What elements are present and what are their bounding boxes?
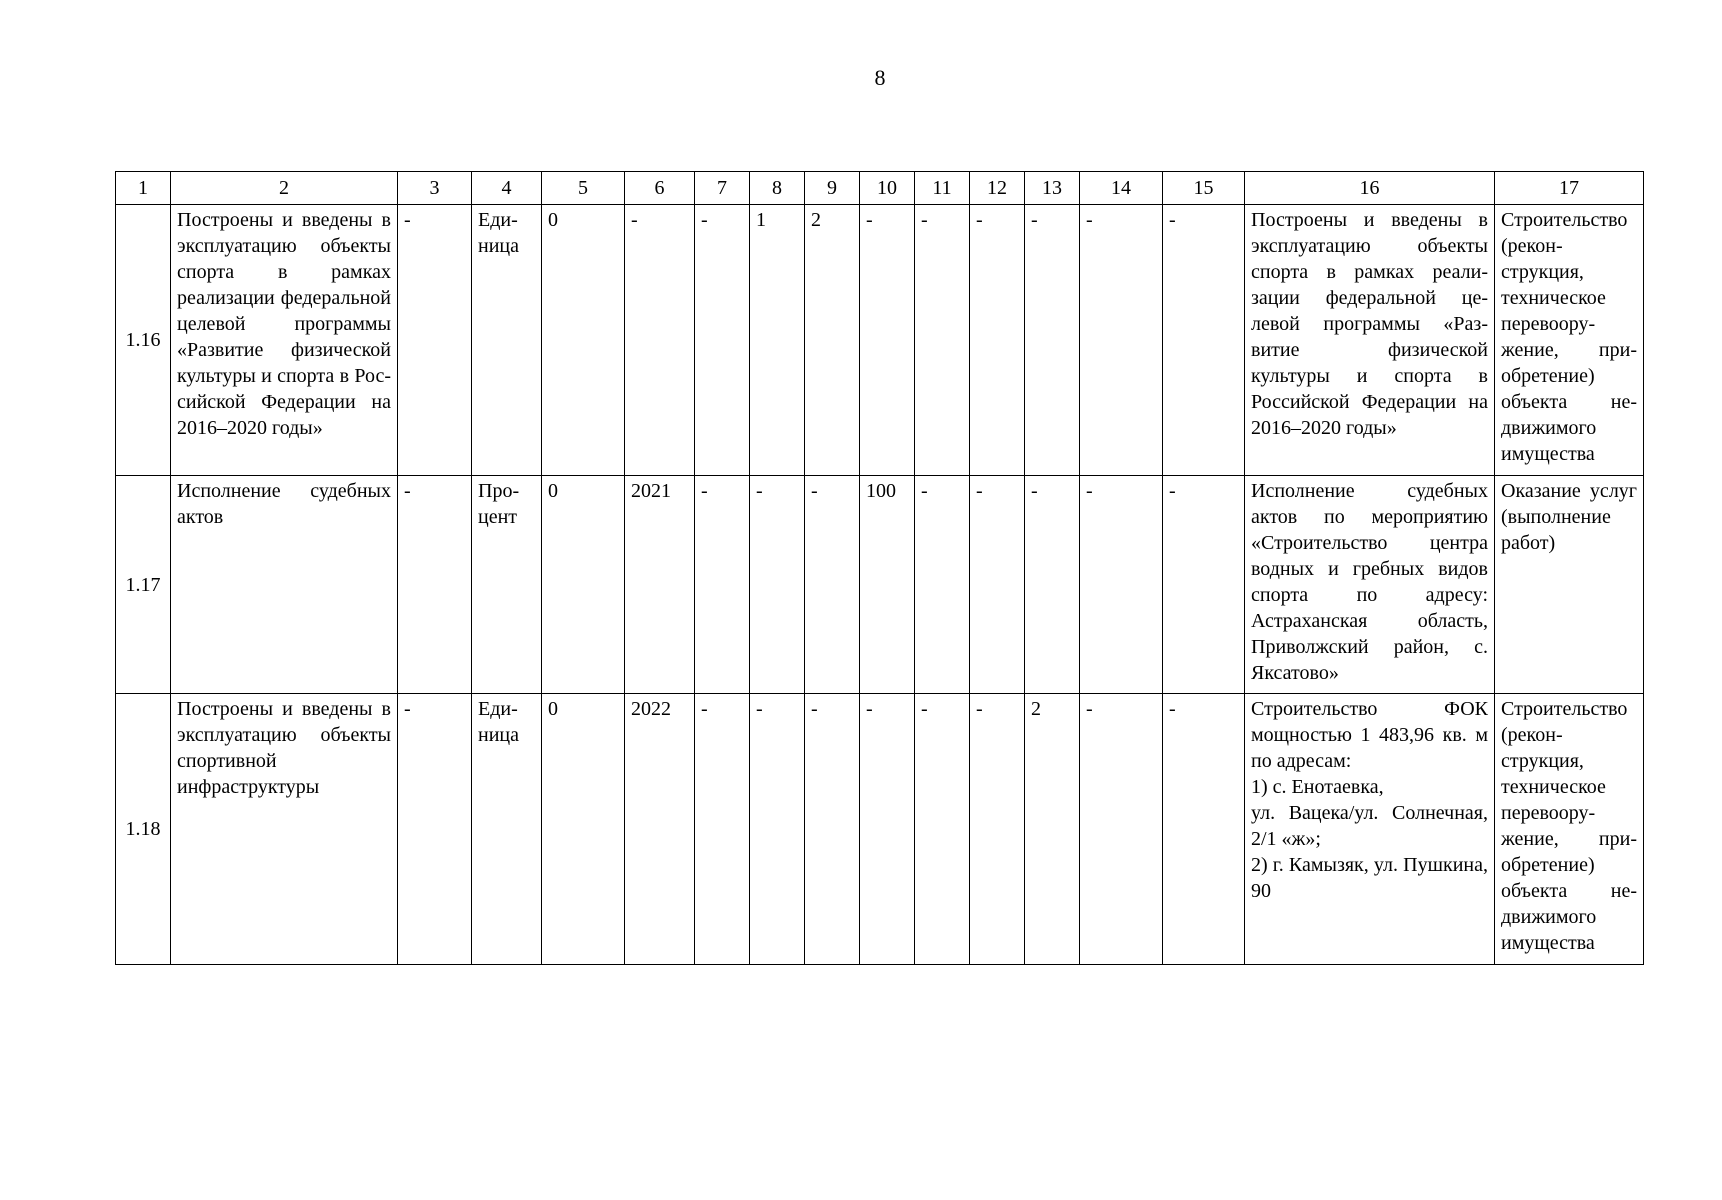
- unit-cell: Процент: [472, 476, 542, 694]
- cell: -: [750, 476, 805, 694]
- description-line: 2) г. Камызяк, ул. Пушкина, 90: [1251, 854, 1488, 902]
- type-cell: Оказание услуг (выполнение работ): [1495, 476, 1644, 694]
- table-row: [116, 476, 1644, 694]
- cell: -: [805, 476, 860, 694]
- cell: -: [695, 205, 750, 476]
- program-table: [115, 171, 1644, 965]
- description-cell: Построены и введены в эксплуатацию объекты спорта в рамках реализации федеральной целевой программы «Развитие физической культуры и спорта в Российской Федерации на 2016–2020 годы»: [1245, 205, 1495, 476]
- cell: 2: [1025, 694, 1080, 965]
- year-cell: 2021: [625, 476, 695, 694]
- cell: 0: [542, 476, 625, 694]
- header-cell: 4: [472, 172, 542, 205]
- header-cell: 15: [1163, 172, 1245, 205]
- header-cell: 12: [970, 172, 1025, 205]
- header-cell: 11: [915, 172, 970, 205]
- cell: -: [915, 205, 970, 476]
- header-cell: 6: [625, 172, 695, 205]
- cell: -: [970, 476, 1025, 694]
- cell: -: [398, 205, 472, 476]
- cell: -: [1163, 694, 1245, 965]
- description-cell: [1245, 694, 1495, 965]
- cell: -: [695, 476, 750, 694]
- header-cell: 16: [1245, 172, 1495, 205]
- cell: -: [1025, 476, 1080, 694]
- indicator-name: Построены и введены в эксплуатацию объекты спорта в рамках реализации федеральной целевой программы «Развитие физической культуры и спорта в Российской Федерации на 2016–2020 годы»: [171, 205, 398, 476]
- cell: -: [970, 694, 1025, 965]
- indicator-name: Исполнение судебных актов: [171, 476, 398, 694]
- cell: -: [398, 476, 472, 694]
- cell: -: [1163, 205, 1245, 476]
- description-line: Строительство ФОК мощностью 1 483,96 кв. м по адресам:: [1251, 698, 1488, 772]
- header-row: [116, 172, 1644, 205]
- table-row: [116, 205, 1644, 476]
- page-number: 8: [874, 65, 886, 90]
- cell: -: [915, 694, 970, 965]
- row-number: 1.18: [116, 694, 171, 965]
- row-number: 1.16: [116, 205, 171, 476]
- type-cell: Строительство (реконструкция, техническое перевооружение, приобретение) объекта недвижимого имущества: [1495, 694, 1644, 965]
- description-line: ул. Вацека/ул. Солнечная, 2/1 «ж»;: [1251, 802, 1488, 850]
- cell: -: [860, 694, 915, 965]
- header-cell: 2: [171, 172, 398, 205]
- row-number: 1.17: [116, 476, 171, 694]
- cell: -: [1163, 476, 1245, 694]
- cell: -: [750, 694, 805, 965]
- header-cell: 13: [1025, 172, 1080, 205]
- cell: 100: [860, 476, 915, 694]
- indicator-name: Построены и введены в эксплуатацию объекты спортивной инфраструктуры: [171, 694, 398, 965]
- year-cell: 2022: [625, 694, 695, 965]
- header-cell: 7: [695, 172, 750, 205]
- header-cell: 17: [1495, 172, 1644, 205]
- cell: -: [1080, 694, 1163, 965]
- cell: 0: [542, 205, 625, 476]
- unit-cell: Единица: [472, 694, 542, 965]
- header-cell: 14: [1080, 172, 1163, 205]
- cell: 0: [542, 694, 625, 965]
- table-row: [116, 694, 1644, 965]
- header-cell: 8: [750, 172, 805, 205]
- year-cell: -: [625, 205, 695, 476]
- type-cell: Строительство (реконструкция, техническое перевооружение, приобретение) объекта недвижимого имущества: [1495, 205, 1644, 476]
- cell: -: [805, 694, 860, 965]
- header-cell: 5: [542, 172, 625, 205]
- cell: -: [695, 694, 750, 965]
- cell: 2: [805, 205, 860, 476]
- cell: -: [1025, 205, 1080, 476]
- cell: -: [1080, 205, 1163, 476]
- header-cell: 10: [860, 172, 915, 205]
- header-cell: 3: [398, 172, 472, 205]
- description-cell: Исполнение судебных актов по мероприятию «Строительство центра водных и гребных видов спорта по адресу: Астраханская область, Приволжский район, с. Яксатово»: [1245, 476, 1495, 694]
- cell: -: [970, 205, 1025, 476]
- cell: -: [915, 476, 970, 694]
- cell: -: [1080, 476, 1163, 694]
- unit-cell: Единица: [472, 205, 542, 476]
- header-cell: 9: [805, 172, 860, 205]
- cell: -: [860, 205, 915, 476]
- header-cell: 1: [116, 172, 171, 205]
- cell: 1: [750, 205, 805, 476]
- description-line: 1) с. Енотаевка,: [1251, 776, 1384, 798]
- cell: -: [398, 694, 472, 965]
